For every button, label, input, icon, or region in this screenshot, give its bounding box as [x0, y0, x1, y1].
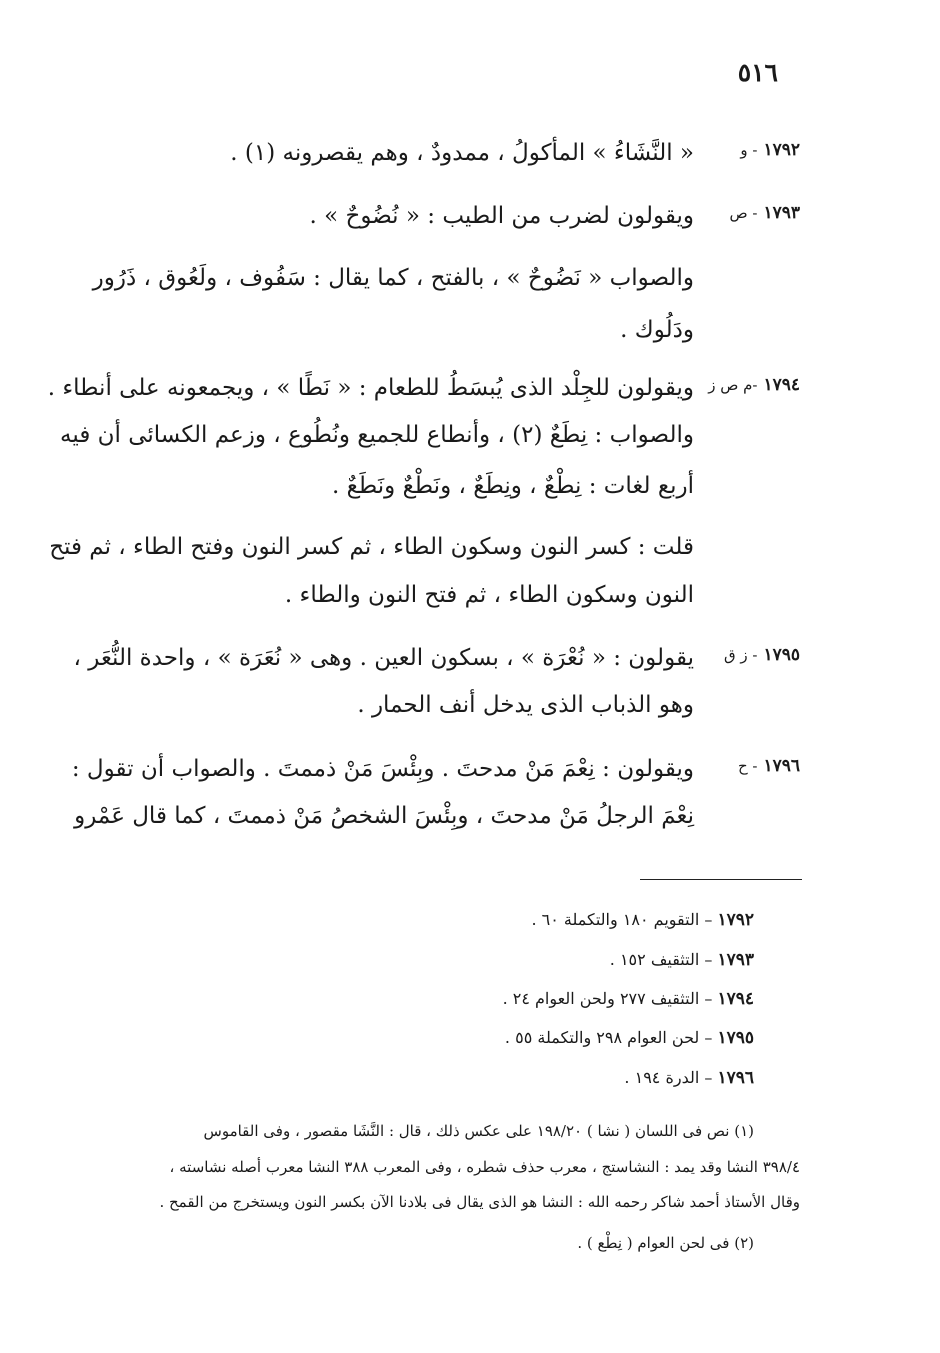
entry-line: والصواب « نَضُوحٌ » ، بالفتح ، كما يقال : سَفُوف ، ولَعُوق ، ذَرُور	[92, 265, 694, 291]
entry-number: ١٧٩٤	[763, 375, 800, 395]
entry-line: وهو الذباب الذى يدخل أنف الحمار .	[357, 692, 694, 718]
reference-text: – التثقيف ٢٧٧ ولحن العوام ٢٤ .	[502, 989, 713, 1008]
entry-line: ودَلُوك .	[620, 317, 694, 343]
entry-head	[740, 140, 800, 160]
reference-1794	[503, 987, 754, 1011]
reference-text: – لحن العوام ٢٩٨ والتكملة ٥٥ .	[504, 1028, 713, 1047]
entry-line: قلت : كسر النون وسكون الطاء ، ثم كسر النون وفتح الطاء ، ثم فتح	[49, 534, 694, 560]
entry-number: ١٧٩٦	[763, 756, 800, 776]
reference-number: ١٧٩٦	[717, 1068, 754, 1088]
entry-code: -م ص ز	[708, 376, 758, 394]
entry-head	[729, 203, 800, 223]
entry-head	[708, 375, 800, 395]
entry-line: النون وسكون الطاء ، ثم فتح النون والطاء .	[284, 582, 694, 608]
entry-line: والصواب : نِطَعٌ (٢) ، وأنطاع للجميع ونُطُوع ، وزعم الكسائى أن فيه	[60, 422, 694, 448]
footnote-separator	[640, 879, 802, 880]
entry-line: ويقولون للجِلْد الذى يُبسَطُ للطعام : « نَطًا » ، ويجمعونه على أنطاء .	[47, 375, 694, 401]
entry-number: ١٧٩٣	[763, 203, 800, 223]
entry-line: ويقولون لضرب من الطيب : « نُضُوحٌ » .	[309, 203, 694, 229]
reference-1795	[505, 1026, 754, 1050]
entry-number: ١٧٩٥	[763, 645, 800, 665]
reference-text: – التثقيف ١٥٢ .	[609, 950, 713, 969]
reference-number: ١٧٩٢	[717, 910, 754, 930]
footnote-line: وقال الأستاذ أحمد شاكر رحمه الله : النشا هو الذى يقال فى بلادنا الآن بكسر النون ويستخرج من القمح .	[159, 1193, 800, 1211]
reference-1793	[610, 948, 754, 972]
reference-number: ١٧٩٤	[717, 989, 754, 1009]
reference-number: ١٧٩٥	[717, 1028, 754, 1048]
entry-code: - ز ق	[723, 646, 758, 664]
entry-head	[724, 645, 800, 665]
reference-1796	[624, 1066, 754, 1090]
entry-number: ١٧٩٢	[763, 140, 800, 160]
entry-code: - و	[740, 141, 758, 159]
footnote-line: ٣٩٨/٤ النشا وقد يمد : النشاستج ، معرب حذف شطره ، وفى المعرب ٣٨٨ النشا معرب أصله نشاسته ،	[169, 1158, 800, 1176]
footnote-line: (٢) فى لحن العوام ( نِطْع ) .	[577, 1234, 754, 1252]
entry-code: - ص	[729, 204, 758, 222]
footnote-line: (١) نص فى اللسان ( نشا ) ١٩٨/٢٠ على عكس ذلك ، قال : النَّشَا مقصور ، وفى القاموس	[203, 1122, 754, 1140]
entry-line: نِعْمَ الرجلُ مَنْ مدحتَ ، وبِئْسَ الشخصُ مَنْ ذممتَ ، كما قال عَمْرو	[74, 803, 694, 829]
reference-1792	[531, 908, 754, 932]
entry-line: « النَّشَاءُ » المأكولُ ، ممدودٌ ، وهم يقصرونه (١) .	[230, 140, 694, 166]
entry-head	[738, 756, 800, 776]
entry-line: أربع لغات : نِطْعٌ ، ونِطَعٌ ، ونَطْعٌ ونَطَعٌ .	[332, 473, 694, 499]
entry-line: ويقولون : نِعْمَ مَنْ مدحتَ . وبِئْسَ مَنْ ذممتَ . والصواب أن تقول :	[71, 756, 694, 782]
reference-text: – التقويم ١٨٠ والتكملة ٦٠ .	[531, 910, 713, 929]
reference-text: – الدرة ١٩٤ .	[624, 1068, 713, 1087]
entry-line: يقولون : « نُعْرَة » ، بسكون العين . وهى « نُعَرَة » ، واحدة النُّعَر ،	[73, 645, 694, 671]
page-number: ٥١٦	[737, 58, 778, 87]
entry-code: - ح	[737, 757, 758, 775]
reference-number: ١٧٩٣	[717, 950, 754, 970]
